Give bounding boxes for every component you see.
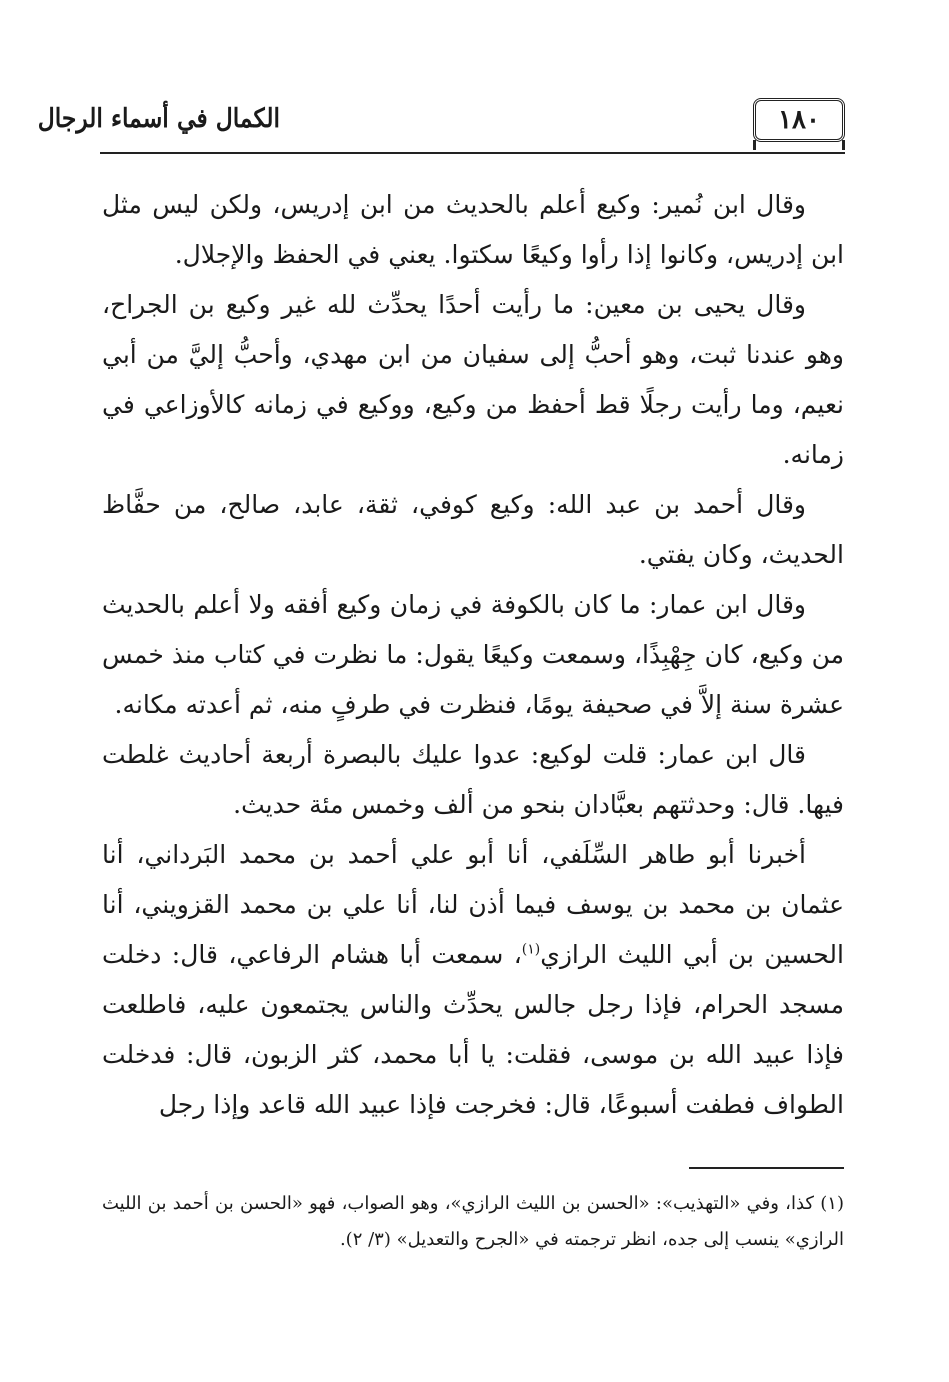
footnote-reference: (١)	[521, 941, 541, 958]
paragraph-text: ، سمعت أبا هشام الرفاعي، قال: دخلت مسجد الحرام، فإذا رجل جالس يحدِّث والناس يجتمعون عليه، فاطلعت فإذا عبيد الله بن موسى، فقلت: يا أبا محمد، كثر الزبون، قال: فدخلت الطواف فطفت أسبوعًا، قال: فخرجت فإذا عبيد الله قاعد وإذا رجل	[102, 940, 844, 1119]
page-number: ١٨٠	[778, 105, 820, 135]
page-number-box	[753, 98, 845, 142]
paragraph: وقال أحمد بن عبد الله: وكيع كوفي، ثقة، عابد، صالح، من حفَّاظ الحديث، وكان يفتي.	[102, 490, 844, 569]
paragraph	[102, 830, 844, 1130]
footnote: (١) كذا، وفي «التهذيب»: «الحسن بن الليث الرازي»، وهو الصواب، فهو «الحسن بن أحمد بن الليث الرازي» ينسب إلى جده، انظر ترجمته في «الجرح والتعديل» (٣/ ٢).	[102, 1193, 844, 1250]
header-divider	[100, 152, 845, 154]
footnotes	[102, 1186, 844, 1258]
book-title: الكمال في أسماء الرجال	[37, 104, 280, 134]
paragraph: وقال ابن عمار: ما كان بالكوفة في زمان وكيع أفقه ولا أعلم بالحديث من وكيع، كان جِهْبِذًا، وسمعت وكيعًا يقول: ما نظرت في كتاب منذ خمس عشرة سنة إلاَّ في صحيفة يومًا، فنظرت في طرفٍ منه، ثم أعدته مكانه.	[102, 590, 844, 719]
paragraph: وقال ابن نُمير: وكيع أعلم بالحديث من ابن إدريس، ولكن ليس مثل ابن إدريس، وكانوا إذا رأوا وكيعًا سكتوا. يعني في الحفظ والإجلال.	[102, 190, 844, 269]
footnote-divider	[689, 1167, 844, 1169]
page-header	[37, 92, 845, 154]
paragraph-text: أخبرنا أبو طاهر السِّلَفي، أنا أبو علي أحمد بن محمد البَرداني، أنا عثمان بن محمد بن يوسف فيما أذن لنا، أنا علي بن محمد القزويني، أنا الحسين بن أبي الليث الرازي	[102, 840, 844, 969]
main-text	[102, 180, 844, 1130]
paragraph: وقال يحيى بن معين: ما رأيت أحدًا يحدِّث لله غير وكيع بن الجراح، وهو عندنا ثبت، وهو أحبُّ إلى سفيان من ابن مهدي، وأحبُّ إليَّ من أبي نعيم، وما رأيت رجلًا قط أحفظ من وكيع، ووكيع في زمانه كالأوزاعي في زمانه.	[102, 290, 844, 469]
paragraph: قال ابن عمار: قلت لوكيع: عدوا عليك بالبصرة أربعة أحاديث غلطت فيها. قال: وحدثتهم بعبَّادان بنحو من ألف وخمس مئة حديث.	[102, 740, 844, 819]
